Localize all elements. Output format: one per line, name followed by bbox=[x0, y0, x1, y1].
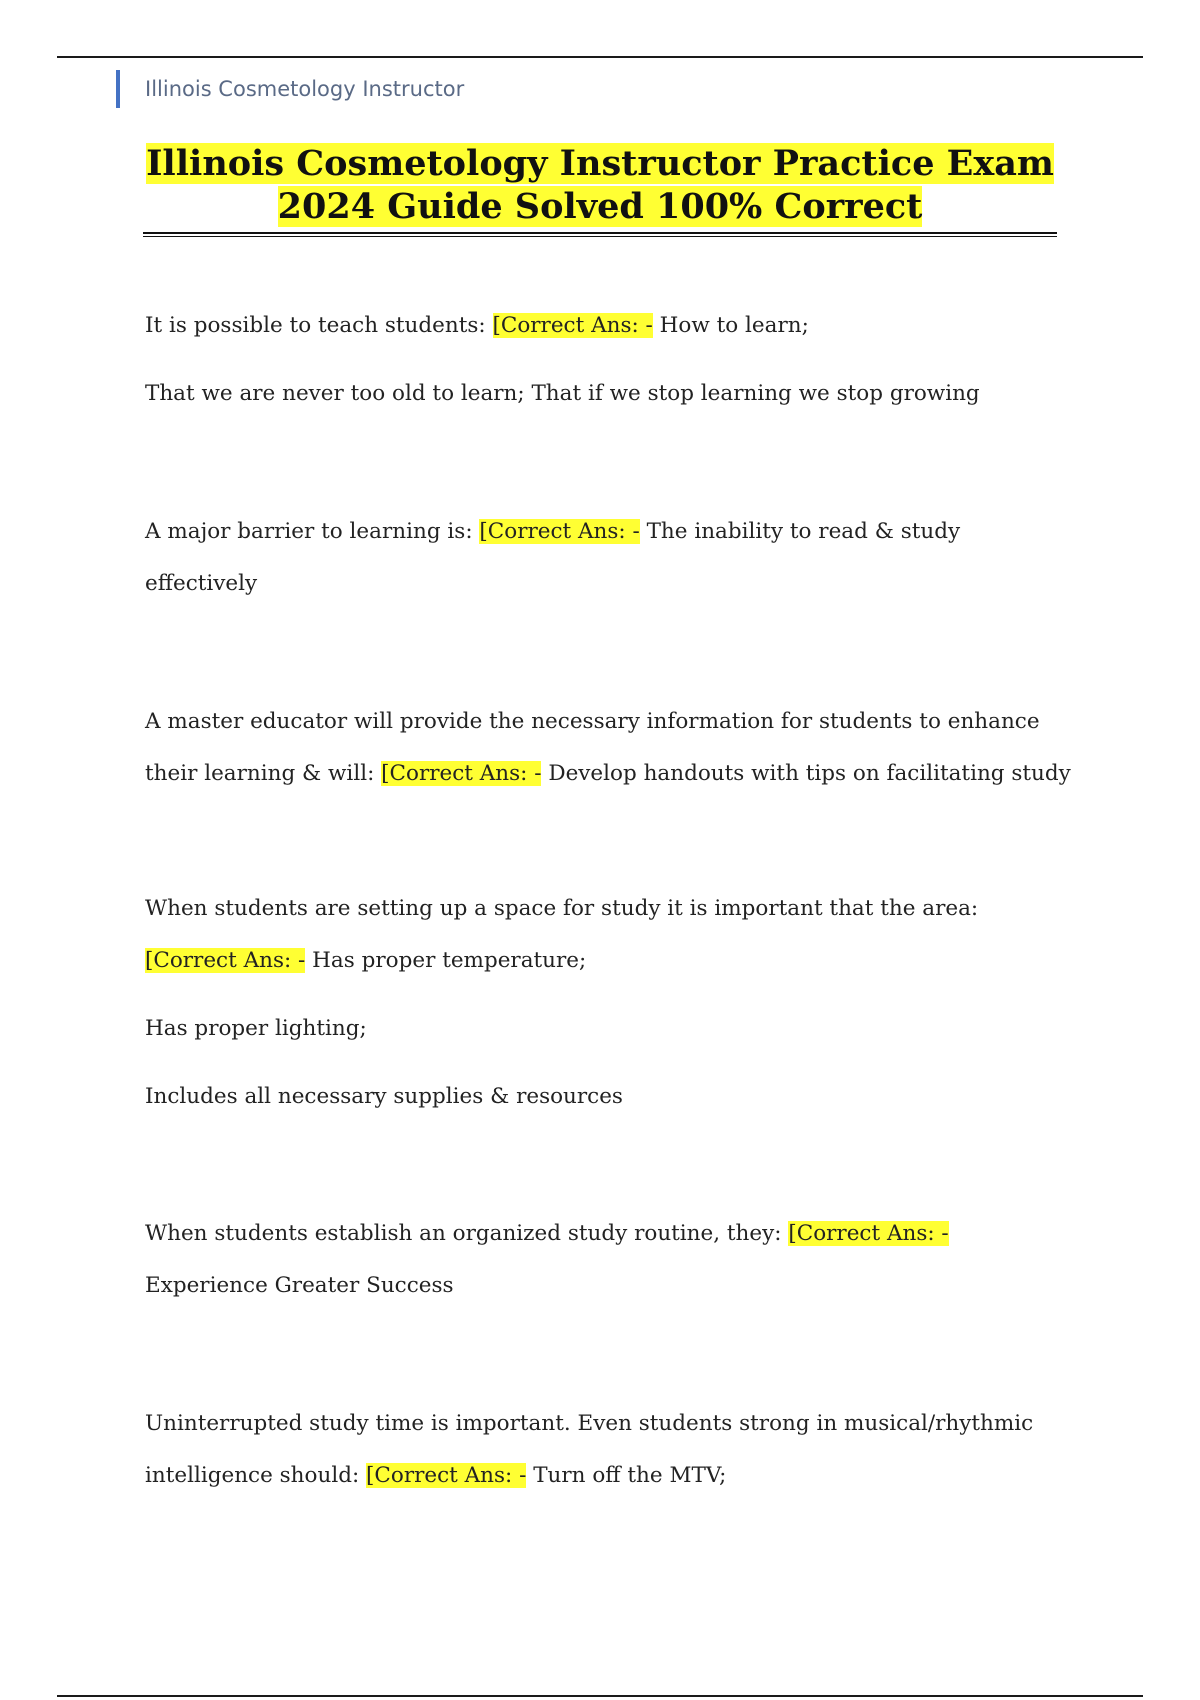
question-text: When students establish an organized study routine, they: bbox=[145, 1221, 782, 1246]
answer-text: Includes all necessary supplies & resources bbox=[145, 1084, 623, 1109]
qa-item-4 bbox=[145, 883, 1065, 987]
answer-text: The inability to read & study bbox=[646, 519, 961, 544]
question-text: It is possible to teach students: bbox=[145, 313, 486, 338]
answer-text: Experience Greater Success bbox=[145, 1273, 454, 1298]
document-title bbox=[143, 142, 1057, 228]
answer-tag: [Correct Ans: - bbox=[381, 761, 542, 786]
qa-item-3 bbox=[145, 696, 1071, 800]
answer-text: How to learn; bbox=[659, 313, 809, 338]
answer-text: Turn off the MTV; bbox=[533, 1463, 727, 1488]
header-accent-bar bbox=[116, 70, 120, 108]
qa-item-6 bbox=[145, 1398, 1065, 1502]
question-text: intelligence should: bbox=[145, 1463, 360, 1488]
answer-text: Develop handouts with tips on facilitating study bbox=[548, 761, 1071, 786]
answer-tag: [Correct Ans: - bbox=[479, 519, 640, 544]
question-text: A master educator will provide the necessary information for students to enhance bbox=[145, 709, 1040, 734]
title-line-2: 2024 Guide Solved 100% Correct bbox=[277, 186, 923, 227]
answer-text: effectively bbox=[145, 571, 258, 596]
answer-text: That we are never too old to learn; That if we stop learning we stop growing bbox=[145, 381, 980, 406]
answer-tag: [Correct Ans: - bbox=[788, 1221, 949, 1246]
question-text: A major barrier to learning is: bbox=[145, 519, 473, 544]
qa-item-4-continued bbox=[145, 1003, 1065, 1123]
header-rule bbox=[57, 56, 1143, 58]
answer-tag: [Correct Ans: - bbox=[366, 1463, 527, 1488]
header-text: Illinois Cosmetology Instructor bbox=[145, 77, 465, 101]
qa-item-1 bbox=[145, 300, 1065, 352]
question-text: their learning & will: bbox=[145, 761, 375, 786]
footer-rule bbox=[57, 1695, 1143, 1697]
running-header bbox=[116, 70, 464, 108]
title-underline bbox=[143, 232, 1057, 237]
qa-item-2 bbox=[145, 506, 1065, 610]
answer-text: Has proper lighting; bbox=[145, 1016, 367, 1041]
answer-tag: [Correct Ans: - bbox=[145, 948, 306, 973]
qa-item-5 bbox=[145, 1208, 1065, 1312]
answer-tag: [Correct Ans: - bbox=[492, 313, 653, 338]
answer-text: Has proper temperature; bbox=[312, 948, 587, 973]
qa-item-1-continued bbox=[145, 368, 1065, 420]
question-text: When students are setting up a space for study it is important that the area: bbox=[145, 896, 979, 921]
question-text: Uninterrupted study time is important. Even students strong in musical/rhythmic bbox=[145, 1411, 1034, 1436]
title-line-1: Illinois Cosmetology Instructor Practice Exam bbox=[146, 143, 1054, 184]
